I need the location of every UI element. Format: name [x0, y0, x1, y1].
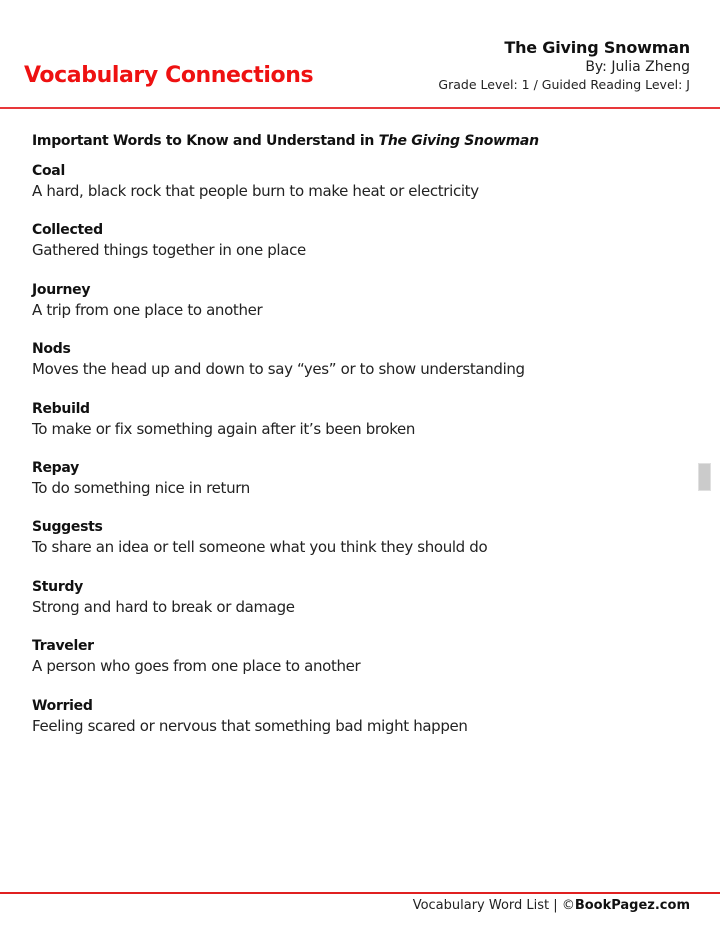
- book-author: By: Julia Zheng: [585, 59, 690, 75]
- vocab-definition: To share an idea or tell someone what you think they should do: [32, 538, 488, 557]
- footer-separator: |: [549, 898, 562, 913]
- vocab-term: Coal: [32, 163, 65, 179]
- vocab-term: Suggests: [32, 519, 103, 536]
- vocab-definition: Moves the head up and down to say “yes” or to show understanding: [32, 360, 525, 379]
- vocabulary-content: [32, 131, 672, 756]
- book-title: The Giving Snowman: [504, 38, 690, 57]
- vocab-term: Sturdy: [32, 578, 83, 595]
- vocab-term: Nods: [32, 341, 71, 358]
- intro-book-title: The Giving Snowman: [378, 133, 539, 149]
- vocab-entry-journey: [32, 281, 672, 340]
- vocab-term: Repay: [32, 459, 79, 476]
- copyright-symbol: ©: [561, 898, 575, 913]
- vocab-term: Collected: [32, 222, 103, 239]
- vocab-term: Journey: [32, 281, 91, 298]
- footer-label: Vocabulary Word List: [412, 898, 550, 913]
- footer-divider: [0, 892, 720, 894]
- vocab-term: Rebuild: [32, 400, 90, 417]
- vocab-entry-collected: [32, 221, 672, 280]
- intro-prefix: Important Words to Know and Understand in: [32, 133, 379, 149]
- vocab-entry-nods: [32, 340, 672, 399]
- intro-heading: [32, 131, 672, 151]
- vocab-entry-repay: [32, 459, 672, 518]
- vocab-definition: A trip from one place to another: [32, 300, 263, 319]
- vocab-term: Worried: [32, 697, 93, 714]
- book-info: [438, 37, 690, 94]
- scrollbar-thumb[interactable]: [698, 463, 711, 491]
- vocab-entry-sturdy: [32, 578, 672, 637]
- vocab-definition: Gathered things together in one place: [32, 241, 306, 260]
- reading-level: Grade Level: 1 / Guided Reading Level: J: [438, 77, 690, 92]
- vocab-entry-traveler: [32, 637, 672, 696]
- vocab-definition: To do something nice in return: [32, 478, 250, 497]
- vocab-term: Traveler: [32, 638, 94, 655]
- vocab-entry-rebuild: [32, 400, 672, 459]
- footer: [413, 897, 690, 915]
- vocab-definition: Feeling scared or nervous that something bad might happen: [32, 716, 468, 735]
- page-title: Vocabulary Connections: [24, 63, 314, 88]
- vocab-entry-suggests: [32, 518, 672, 577]
- header-divider: [0, 107, 720, 109]
- vocab-definition: A hard, black rock that people burn to make heat or electricity: [32, 182, 479, 200]
- vocab-definition: To make or fix something again after it’s been broken: [32, 419, 416, 438]
- vocab-entry-coal: [32, 162, 672, 221]
- vocab-definition: A person who goes from one place to another: [32, 657, 361, 676]
- vocab-entry-worried: [32, 697, 672, 756]
- vocab-definition: Strong and hard to break or damage: [32, 597, 295, 616]
- footer-brand: BookPagez.com: [574, 898, 690, 913]
- vocabulary-list: [32, 162, 672, 756]
